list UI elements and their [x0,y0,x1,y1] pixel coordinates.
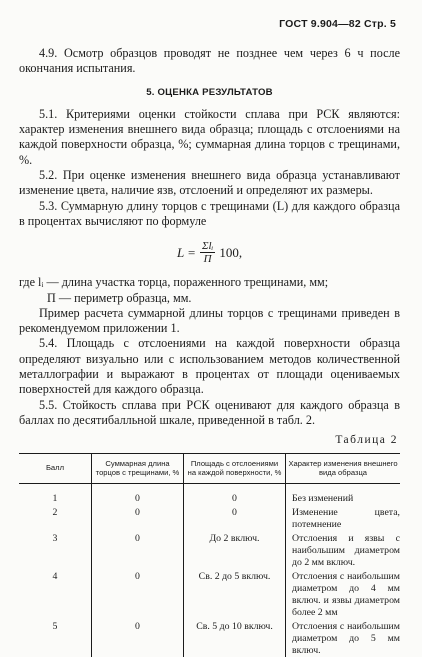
cell-crack-length: 0 [92,569,184,619]
header-crack-length: Суммарная длина торцов с трещинами, % [92,453,184,483]
table-row [19,619,400,657]
cell-crack-length: 0 [92,505,184,531]
paragraph-5-1: 5.1. Критериями оценки стойкости сплава при РСК являются: характер изменения внешнего вида образца; площадь с отслоениями на каждой поверхности образца, %; суммарная длина торцов с трещинами, %. [19,106,400,167]
cell-exfoliation-area: 0 [184,483,286,505]
formula-lhs: L = [176,244,196,260]
cell-crack-length: 0 [92,531,184,569]
table-row [19,505,400,531]
formula-fraction [200,240,215,265]
cell-appearance-change: Отслоения и язвы с наибольшим диаметром до 2 мм включ. [286,531,401,569]
table-caption: Таблица 2 [335,434,398,447]
page-header: ГОСТ 9.904—82 Стр. 5 [279,18,396,30]
formula-denominator: П [203,252,212,265]
cell-appearance-change: Отслоения с наибольшим диаметром до 4 мм включ. и язвы диаметром более 2 мм [286,569,401,619]
header-score: Балл [19,453,92,483]
paragraph-5-4: 5.4. Площадь с отслоениями на каждой поверхности образца определяют визуально или с использованием методов количественной металлографии и выражают в процентах от площади оцениваемых поверхностей для каждого образца. [19,336,400,397]
cell-exfoliation-area: Св. 5 до 10 включ. [184,619,286,657]
page-content [19,46,400,657]
header-appearance-change: Характер изменения внешнего вида образца [286,453,401,483]
table-row [19,569,400,619]
scores-table [19,453,400,657]
formula [19,233,400,271]
cell-appearance-change: Отслоения с наибольшим диаметром до 5 мм включ. [286,619,401,657]
formula-numerator: Σlᵢ [201,239,214,252]
table-row [19,483,400,505]
cell-appearance-change: Изменение цвета, потемнение [286,505,401,531]
paragraph-5-3: 5.3. Суммарную длину торцов с трещинами (L) для каждого образца в процентах вычисляют по формуле [19,198,400,228]
paragraph-5-5: 5.5. Стойкость сплава при РСК оценивают для каждого образца в баллах по десятибалльной шкале, приведенной в табл. 2. [19,397,400,427]
cell-crack-length: 0 [92,483,184,505]
cell-exfoliation-area: До 2 включ. [184,531,286,569]
cell-appearance-change: Без изменений [286,483,401,505]
cell-score: 4 [52,570,58,582]
where-line-1: где lᵢ — длина участка торца, пораженного трещинами, мм; [19,275,329,290]
cell-score: 3 [52,532,58,544]
paragraph-4-9: 4.9. Осмотр образцов проводят не позднее чем через 6 ч после окончания испытания. [19,46,400,76]
cell-score: 2 [52,506,58,518]
table-row [19,531,400,569]
cell-exfoliation-area: Св. 2 до 5 включ. [184,569,286,619]
cell-crack-length: 0 [92,619,184,657]
table-header-row [19,453,400,483]
cell-score: 1 [52,492,58,504]
cell-score: 5 [52,620,58,632]
section-title: 5. ОЦЕНКА РЕЗУЛЬТАТОВ [146,86,273,98]
header-exfoliation-area: Площадь с отслоениями на каждой поверхности, % [184,453,286,483]
formula-rhs: 100, [219,244,243,260]
paragraph-5-2: 5.2. При оценке изменения внешнего вида образца устанавливают изменение цвета, наличие язв, отслоений и определяют их размеры. [19,168,400,198]
where-line-2: П — периметр образца, мм. [47,290,192,305]
cell-exfoliation-area: 0 [184,505,286,531]
example-paragraph: Пример расчета суммарной длины торцов с трещинами приведен в рекомендуемом приложении 1. [19,305,400,336]
